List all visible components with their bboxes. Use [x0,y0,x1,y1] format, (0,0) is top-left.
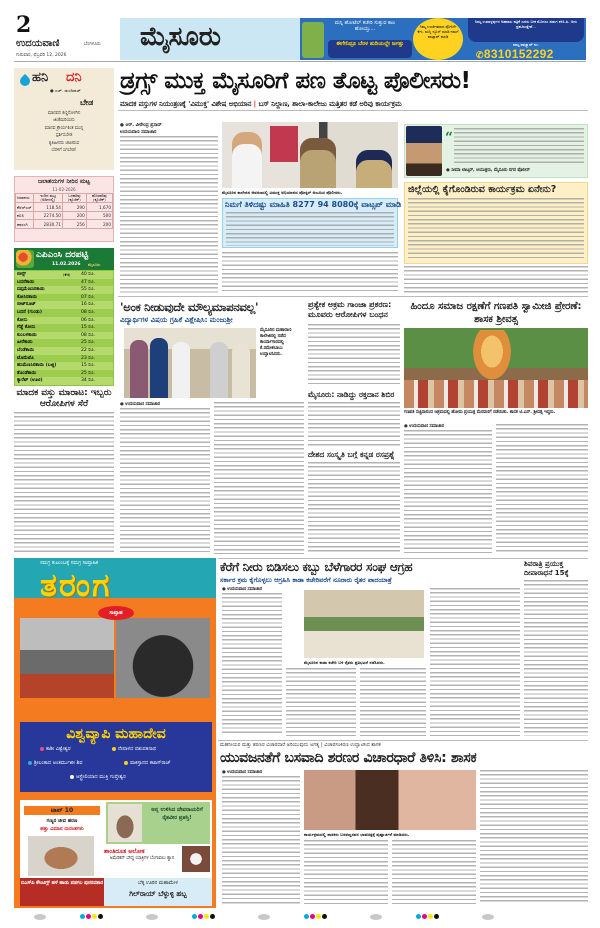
farmer-photo [108,804,142,842]
poem-line: ಜಿಂಕೆಮರಿಯನು [53,118,75,124]
feature-item [112,746,156,752]
item-price: 40 ರೂ. [81,272,96,277]
cell: 2830.71 [33,220,62,229]
bullet-icon [70,775,74,779]
taranga-weekly-badge: ಸಾಪ್ತಾಹ [98,606,134,620]
color-dot [322,914,327,919]
ganja-body [308,324,400,386]
item-price: 08 ರೂ. [81,310,96,315]
item-price: 16 ರೂ. [81,302,96,308]
apmc-row [15,377,113,385]
apmc-row [15,294,113,302]
marks-body-cont [214,402,304,554]
item-price: 06 ರೂ. [81,317,96,323]
page-number: 2 [16,12,32,38]
cell: 118.54 [33,203,62,212]
item-name: ಬದನೆ (ಗುಂಡು) [17,310,42,315]
color-dot [92,914,97,919]
item-price: 25 ರೂ. [81,370,96,376]
feature-item-label: ಶ್ರೀಲಂಕಾದ ಅಂತರ್ಮುಖೀ ಶಿವ [34,760,83,766]
shivaratri-body [524,580,588,736]
color-dot [416,914,421,919]
ad-whatsapp-label: ನಮ್ಮ ವಾಟ್ಸ್ಯಾಪ್ ನಂ. [513,42,539,47]
photo-caption: ಮೈಸೂರಿನ ಮಹಾರಾಣಿ ಕಾಲೇಜಿನಲ್ಲಿ ನಡೆದ ಕಾರ್ಯಾಗಾರದಲ್ಲಿ ಕೆ.ರಮೇಶಬಾಬು ಉದ್ಘಾಟಿಸಿದರು. [260,328,292,357]
feature-item [28,760,82,766]
shivaratri-headline: ಶಿವರಾತ್ರಿ ಪ್ರಯುಕ್ತ ದೀಪಾರಾಧನೆ 15ಕ್ಕೆ [524,560,569,577]
basava-body [222,776,300,904]
photo-person [300,138,336,188]
issue-date: ಗುರುವಾರ, ಫೆಬ್ರವರಿ 12, 2026 [16,53,67,58]
registration-mark [34,914,46,920]
color-dot [210,914,215,919]
shivalinga-photo [116,618,210,698]
festival-title: ಗಿಲ್‌ರಾಯ್ ಬೆಳ್ಳುಳ್ಳಿ ಹಬ್ಬ [129,890,187,898]
registration-mark [258,914,270,920]
feature-item-label: ಆಸ್ಟ್ರೇಲಿಯಾದ ಮುಕ್ತಿ ಗುಪ್ತೇಶ್ವರ [76,774,126,780]
item-name: ಬದನೆಕಾಯಿ [17,279,35,285]
blood-camp-body [308,402,400,446]
bullet-icon [112,747,116,751]
quote-attribution: ● ಸೀಮಾ ಲಾಟ್ಕರ್, ಆಯುಕ್ತರು, ಮೈಸೂರು ನಗರ ಪೊಲೀಸ್ [446,168,530,173]
feature-item-label: ಪಾಕಿಸ್ತಾನದ ಕಟಾಸ್‌ರಾಜ್ [130,760,171,766]
honey-author: ● ಎಚ್. ಡುಂಡಿರಾಜ್ [50,88,81,93]
photo-person [172,342,190,398]
photo-person [356,150,392,188]
photo-caption: ಕಾರ್ಯಕ್ರಮದಲ್ಲಿ ಶಾಸಕರು ಬಸವಣ್ಣನವರ ಭಾವಚಿತ್ರಕ್ಕೆ ಪುಷ್ಪಾರ್ಚನೆ ಮಾಡಿದರು. [304,832,410,837]
item-name: ಕೋಸು [17,317,28,323]
vegetables-icon [16,250,34,268]
top10-line: ಗಣ್ಯರ ಜೀವ ಹರಣ [46,818,78,824]
taranga-logo: ತರಂಗ [40,566,112,604]
feature-item-label: ಕಾಶೀ ವಿಶ್ವೇಶ್ವರ [46,746,71,752]
byline-agency: ಉದಯವಾಣಿ ಸಮಾಚಾರ [120,130,157,135]
apmc-row [15,347,113,355]
color-dot [310,914,315,919]
basava-body-cont [480,770,588,904]
item-price: 34 ರೂ. [81,378,96,384]
color-registration-dots [304,914,327,920]
blood-camp-headline: ಮೈಸೂರು: ನಾಡಿದ್ದು ರಕ್ತದಾನ ಶಿಬಿರ [308,390,395,399]
apmc-row [15,286,113,294]
basava-body-cont [304,840,388,904]
apmc-row [15,324,113,332]
cell: 200 [62,211,86,220]
poem-line: ಸ್ಪರ್ಶಿಸಬೇಡ [55,133,73,139]
whatsapp-icon: ✆ [476,50,484,60]
item-name: ಹಸಿಮೆಣಸಿನಕಾಯಿ (ಬಜ್ಜಿ) [17,363,57,369]
column-header: ಇಂದಿನ ಮಟ್ಟ (ಅಡಿಗಳಲ್ಲಿ) [33,194,62,203]
item-price: 47 ರೂ. [81,279,96,285]
column-header: ಒಳಹರಿವು (ಕ್ಯೂಸೆಕ್) [62,194,86,203]
apmc-row [15,332,113,340]
top10-line-red: ಹತ್ತು ವಿಮಾನ ದುರಂತಗಳು [40,826,84,832]
apmc-row [15,355,113,363]
column-header: ಹೊರಹರಿವು (ಕ್ಯೂಸೆಕ್) [86,194,112,203]
feature-item-label: ನೇಪಾಳದ ಪಶುಪತಿನಾಥ [118,746,157,752]
apmc-row [15,309,113,317]
marks-headline: 'ಅಂಕ ನೀಡುವುದೇ ಮೌಲ್ಯಮಾಪನವಲ್ಲ' [120,300,259,314]
section-title: ಮೈಸೂರು [140,22,221,52]
item-price: 08 ರೂ. [81,332,96,338]
color-dot [428,914,433,919]
photo-idol [470,330,514,384]
apmc-row [15,362,113,370]
color-registration-dots [416,914,439,920]
poem-title: ಬೇಡ [80,98,94,107]
table-row [16,211,113,220]
column-header: ಜಲಾಶಯ [16,194,34,203]
byline: ● ಉದಯವಾಣಿ ಸಮಾಚಾರ [222,770,263,775]
ad-phone [476,47,554,61]
protest-photo [304,590,424,658]
lead-story-body [120,136,218,294]
item-name: ಕ್ಯಾರೆಟ್ (ಊಟಿ) [17,378,43,384]
color-dot [80,914,85,919]
programs-body [408,198,584,260]
reservoir-table [15,193,113,229]
apmc-title: ಎಪಿಎಂಸಿ ದರಪಟ್ಟಿ [36,250,89,260]
separator: | [253,100,257,108]
item-price: 23 ರೂ. [81,355,96,361]
table-row [16,203,113,212]
item-name: ಗೆಡ್ಡೆ ಕೋಸು [17,325,36,331]
color-dot [316,914,321,919]
byline: ● ಉದಯವಾಣಿ ಸಮಾಚಾರ [120,402,161,407]
farmer-text: ಅನ್ನ ಉಳಿಸಿದ ದೇವರಾಯರಿಗೆ ರೈತವೀರ ಪ್ರಶಸ್ತಿ! [151,807,203,821]
item-name: ಕೋಸಿನಕಾಯಿ [17,294,38,300]
ad-circle-text: ನಿಮ್ಮ ಊರ್ಜಿತವಾದ ಫೋನಿಗೇ ಕೆಗು. ಮನ್ನಿ ನ್ಯೂಸ್ ಮಾಡಿ ನಮಗೆ ವಾಟ್ಸಾಪ್ ಮಾಡಿ [417,24,459,39]
lake-headline: ಕೆರೆಗೆ ನೀರು ಬಿಡಿಸಲು ಕಬ್ಬು ಬೆಳೆಗಾರರ ಸಂಘ ಆಗ್ರಹ [220,560,413,574]
ganapati-body-cont [496,424,588,554]
honey-title-b: ದನಿ [66,70,82,85]
cell: 290 [62,203,86,212]
apmc-row [15,339,113,347]
poem [20,110,108,154]
ad-right-text: ನಿಮ್ಮ ಊರಾಳ್ಳವುಗಳ ಅಹವಾಲ ಪತ್ರಿಕೆ ಎದರು ಬೀಕ ಮೊದಲು ಪಡುಗ ಕಳಿಸಿ.ಹಿ. ಅದು ಪ್ರಕಟಿಸುತ್ತೇವೆ... [475,19,577,29]
item-name: ಹೀರೆಕಾಯಿ [17,340,33,346]
politician-photo [28,836,94,876]
programs-title: ಜಿಲ್ಲೆಯಲ್ಲಿ ಕೈಗೊಂಡಿರುವ ಕಾರ್ಯಕ್ರಮ ಏನೇನು? [408,184,557,195]
item-name: ತೊಂಡೆಕಾಯಿ [17,370,37,376]
item-name: ದಪ್ಪಮೆಣಸಿನಕಾಯಿ [17,287,45,293]
item-price: 15 ರೂ. [81,363,96,369]
color-registration-dots [192,914,215,920]
photo-person [210,342,228,398]
divider [218,740,588,741]
item-price: 22 ರೂ. [81,348,96,353]
poem-line: ಮಾನವನ ಕಣ್ಣಿನೊಳಗಿನ [47,111,81,116]
commissioner-photo [406,126,442,176]
color-dot [192,914,197,919]
apmc-row [15,279,113,287]
feature-item [124,760,171,766]
item-name: ಟೊಮೆಟೊ [17,355,34,361]
quiz-headline: ದೇಶದ ಸಂಸ್ಕೃತಿ ಬಗ್ಗೆ ಕನ್ನಡ ರಸಪ್ರಶ್ನೆ [308,450,395,459]
item-price: 07 ರೂ. [81,294,96,300]
registration-mark [370,914,382,920]
photo-caption: ಮೈಸೂರಿನ ಕಾಲೇಜಿನ ಆವರಣದಲ್ಲಿ ವಿಮುಕ್ತ ಅಭಿಯಾನದ ಪೋಸ್ಟರ್ ಅಂಟಿಸಿದ ಪೊಲೀಸರು. [222,190,343,195]
divider [118,296,588,297]
bullet-icon [40,747,44,751]
byline: ● ಉದಯವಾಣಿ ಸಮಾಚಾರ [404,424,445,429]
lead-subheadline [120,100,588,109]
photo-person [130,340,148,398]
reservoir-title: ಜಲಾಶಯಗಳ ನೀರಿನ ಮಟ್ಟ [37,178,91,185]
divider [218,558,588,559]
item-name: ಕುಂಬಳಕಾಯಿ [17,332,37,338]
apmc-row [15,370,113,378]
ad-text: ಮನ್ನಿ ಹೋಟೆಲ್ ಕಚೇರಿ ಸುತ್ತುವ ಕಾಲ ಹೋಯ್ತು... [334,20,396,32]
item-name: ಬೀಟ್‌ರೂಟ್ [17,302,36,308]
cell: 200 [86,220,112,229]
byline: ● ಉದಯವಾಣಿ ಸಮಾಚಾರ [222,587,263,592]
ad-slogan: ಈಗೇನಿದ್ರೂ ಬೆರಳ ತುದಿಯಲ್ಲೇ ಜಗತ್ತು [336,41,404,47]
photo-person [232,344,250,398]
quote-icon: “ [445,130,454,146]
poem-line: ಬೆರಳಿಗೆ ಸಿಗಬೇಡ! [51,148,77,154]
apmc-place: ಮೈಸೂರು [88,262,101,267]
reservoir-date: 11-02-2026 [52,187,76,192]
color-dot [198,914,203,919]
helpline-title: ನಿಮಗೆ ತಿಳಿದಷ್ಟು ಮಾಹಿತಿ 8277 94 8080ಕ್ಕೆ ವಾಟ್ಸಪ್ ಮಾಡಿ [225,200,402,209]
photo-poster [270,126,298,162]
drug-sale-body [14,412,114,552]
peace-title: ಶಾಂತಿದೂತ ಅಲೋಕ [104,848,145,855]
apmc-row [15,301,113,309]
item-price: 55 ರೂ. [81,287,96,293]
cell: 2274.50 [33,211,62,220]
cell: 256 [62,220,86,229]
item-name: ಬೀನ್ಸ್ [17,272,26,277]
phone-hand-icon [302,22,324,58]
color-dot [434,914,439,919]
quote-text [454,128,584,166]
ganja-headline: ಪ್ರತ್ಯೇಕ ಅಕ್ರಮ ಗಾಂಜಾ ಪ್ರಕರಣ: ಮೂವರು ಆರೋಪಿಗಳ ಬಂಧನ [308,300,392,319]
marks-body [120,408,210,554]
politics-text: ಬಿಎಸ್‌ಪಿ ಕೌಂಟಿಗ್ಸ್ ಹಳೆ ಹಾಡು ಪಡಗಲ ಪುನರವತಾರ [20,881,104,886]
basava-kicker: ಮಹನೀಯರ ಮತ್ತು ಶರಣರ ವಿಚಾರಧಾರೆ ಅರಿಯುವುದು ಅಗತ್ಯ | ವಿಚಾರಸಂಕಿರಣ ಉದ್ಘಾಟಿಸಿದ ಶಾಸಕ [220,742,381,748]
photo-person [232,132,262,188]
apmc-date: 11.02.2026 [52,262,81,267]
peace-subtitle: ಅಮೆರಿಕನ್ ಬೌದ್ಧ ಯಾತ್ರಿಗಳ ಬೆಂಗಾವಲು ಶ್ವಾನ [109,856,175,861]
bullet-icon [28,761,32,765]
ad-phone-number: 8310152292 [483,47,554,61]
cell: ಕಬಿನಿ [16,211,34,220]
drug-sale-headline: ಮಾದಕ ವಸ್ತು ಮಾರಾಟ: ಇಬ್ಬರು ಆರೋಪಿಗಳ ಸೆರೆ [16,388,112,409]
marks-subheadline: ವಿದ್ಯಾರ್ಥಿಗಳ ವಿಷಯ ಗ್ರಹಿಕೆ ವಿಶ್ಲೇಷಿಸಿ: ಮಂಜುಶ್ರೀ [120,316,233,324]
photo-crowd [404,380,588,408]
divider [118,110,588,111]
cell: ಕೆಆರ್‌ಎಸ್ [17,204,32,210]
table-header-row [16,194,113,203]
lead-sub-b: ಬಸ್ ನಿಲ್ದಾಣ, ಶಾಲಾ-ಕಾಲೇಜು ಮತ್ತಿತರ ಕಡೆ ಅರಿವು ಕಾರ್ಯಕ್ರಮ [258,100,402,108]
quiz-body [308,462,400,554]
feature-item [70,774,126,780]
top10-label: ಟಾಪ್ 10 [24,806,100,815]
taranga-tagline: ಸಮಗ್ರ ಕುಟುಂಬಕ್ಕೆ ಸಮಗ್ರ ಸಾಪ್ತಾಹಿಕ [40,560,99,566]
item-name: ಬೆಂಡೆಕಾಯಿ [17,348,35,353]
registration-mark [146,914,158,920]
registration-mark [482,914,494,920]
cell: 500 [86,211,112,220]
photo-caption: ಗಣಪತಿ ಸಚ್ಚಿದಾನಂದ ಆಶ್ರಮದಲ್ಲಿ ಹೋಮ ಪ್ರಯುಕ್ತ ಮೆರವಣಿಗೆ ನಡೆಯಿತು. ಶಾಸಕ ಟಿ.ಎಸ್. ಶ್ರೀವತ್ಸ ಇದ್ದರು. [404,410,556,415]
lake-body-cont [360,668,426,736]
dog-photo [182,846,210,872]
color-registration-dots [80,914,103,920]
lake-subheadline: ಸರ್ಕಾರ ಕ್ರಮ ಕೈಗೊಳ್ಳಲು ಆಗ್ರಹಿಸಿ ಕಾಡಾ ಕಚೇರಿವರೆಗೆ ನೂರಾರು ರೈತರ ಪಾದಯಾತ್ರೆ [220,576,392,584]
festival-line: ಬೆಕ್ಕ ಊರಿನ ಮಹಾಮೇಳ [138,880,178,886]
byline: ● ಆರ್. ವೀರೇಂದ್ರ ಪ್ರಸಾದ್ [120,123,162,128]
lead-story-body-end [404,266,588,294]
cell: 1,670 [86,203,112,212]
helpline-body [226,212,394,246]
photo-person [150,338,168,398]
lake-body [222,593,282,735]
feature-item [40,746,71,752]
table-row [16,220,113,229]
color-dot [304,914,309,919]
basava-photo [304,770,476,830]
bullet-icon [124,761,128,765]
lake-body-cont [430,588,520,736]
poem-line: ಕೃತಿಹೀನರು ಚಾಚಿರುವ [48,140,80,146]
apmc-row [15,271,113,279]
lead-headline: ಡ್ರಗ್ಸ್ ಮುಕ್ತ ಮೈಸೂರಿಗೆ ಪಣ ತೊಟ್ಟ ಪೊಲೀಸರು! [120,68,471,94]
color-dot [422,914,427,919]
paper-name: ಉದಯವಾಣಿ [16,38,60,49]
item-unit: (ಕೆಜಿ) [63,272,71,277]
item-price: 25 ರೂ. [81,340,96,346]
color-dot [86,914,91,919]
lead-sub-a: ಮಾದಕ ವಸ್ತುಗಳ ನಿಯಂತ್ರಣಕ್ಕೆ 'ವಿಮುಕ್ತ' ವಿಶೇಷ ಅಭಿಯಾನ [120,100,252,108]
shiva-idol-photo [20,618,114,698]
ganapati-body [404,430,492,554]
lead-story-body-cont [222,252,398,294]
color-dot [204,914,209,919]
honey-title-a: ಹನಿ [32,70,49,85]
poem-line: ಮಾನವ ಕ್ರೌರ್ಯಕಿಂತ ಮುನ್ನ [44,125,84,131]
ganapati-headline: ಹಿಂದೂ ಸಮಾಜ ರಕ್ಷಣೆಗೆ ಗಣಪತಿ ಸ್ವಾಮೀಜಿ ಪ್ರೇರಣೆ: ಶಾಸಕ ಶ್ರೀವತ್ಸ [410,301,582,325]
item-price: 15 ರೂ. [81,325,96,331]
color-dot [98,914,103,919]
cell: ಹಾರಂಗಿ [16,220,34,229]
edition: ಬೆಂಗಳೂರು [84,42,101,47]
apmc-row [15,317,113,325]
feature-title: ವಿಶ್ವವ್ಯಾಪಿ ಮಹಾದೇವ [66,726,166,742]
basava-body-cont [392,840,476,904]
lake-body-cont [286,668,356,736]
basava-headline: ಯುವಜನತೆಗೆ ಬಸವಾದಿ ಶರಣರ ವಿಚಾರಧಾರೆ ತಿಳಿಸಿ: ಶಾಸಕ [220,750,477,766]
photo-caption: ಮೈಸೂರಿನ ಕಾಡಾ ಕಚೇರಿ ಬಳಿ ರೈತರು ಪ್ರತಿಭಟನೆ ನಡೆಸಿದರು. [304,660,385,665]
